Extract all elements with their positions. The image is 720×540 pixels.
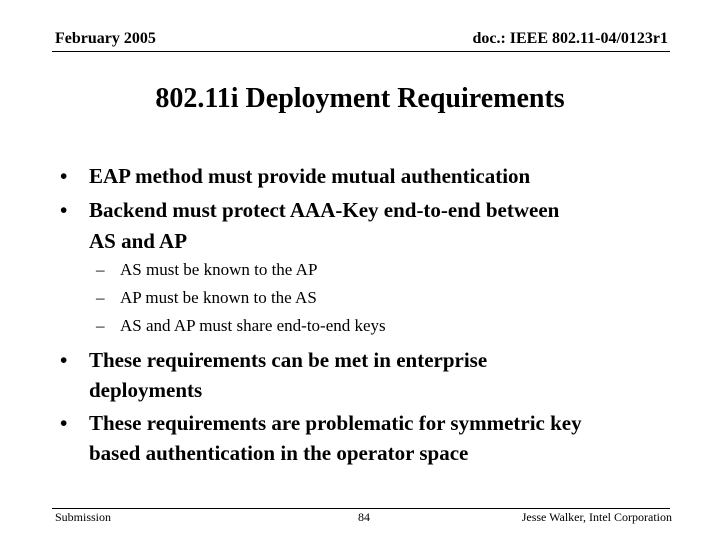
bullet-icon: • [60, 198, 68, 222]
footer-submission: Submission [55, 510, 112, 524]
bullet-text: AS and AP [89, 229, 188, 253]
dash-icon: – [96, 260, 105, 279]
slide-title: 802.11i Deployment Requirements [155, 83, 565, 114]
footer-divider [52, 508, 670, 509]
sub-bullet-text: AP must be known to the AS [120, 288, 317, 307]
bullet-text: These requirements are problematic for symmetric key [89, 411, 582, 435]
bullet-text: EAP method must provide mutual authentication [89, 164, 531, 188]
footer-page-number: 84 [358, 510, 370, 524]
bullet-icon: • [60, 411, 68, 435]
header-divider [52, 51, 670, 52]
bullet-icon: • [60, 348, 68, 372]
bullet-text: These requirements can be met in enterprise [89, 348, 488, 372]
sub-bullet-text: AS must be known to the AP [120, 260, 318, 279]
footer-author: Jesse Walker, Intel Corporation [521, 510, 672, 524]
dash-icon: – [96, 316, 105, 335]
bullet-text: Backend must protect AAA-Key end-to-end between [89, 198, 560, 222]
bullet-icon: • [60, 164, 68, 188]
sub-bullet-text: AS and AP must share end-to-end keys [120, 316, 386, 335]
dash-icon: – [96, 288, 105, 307]
header-date: February 2005 [55, 30, 156, 47]
bullet-text: deployments [89, 378, 203, 402]
bullet-text: based authentication in the operator space [89, 441, 469, 465]
header-doc-id: doc.: IEEE 802.11-04/0123r1 [472, 30, 668, 47]
